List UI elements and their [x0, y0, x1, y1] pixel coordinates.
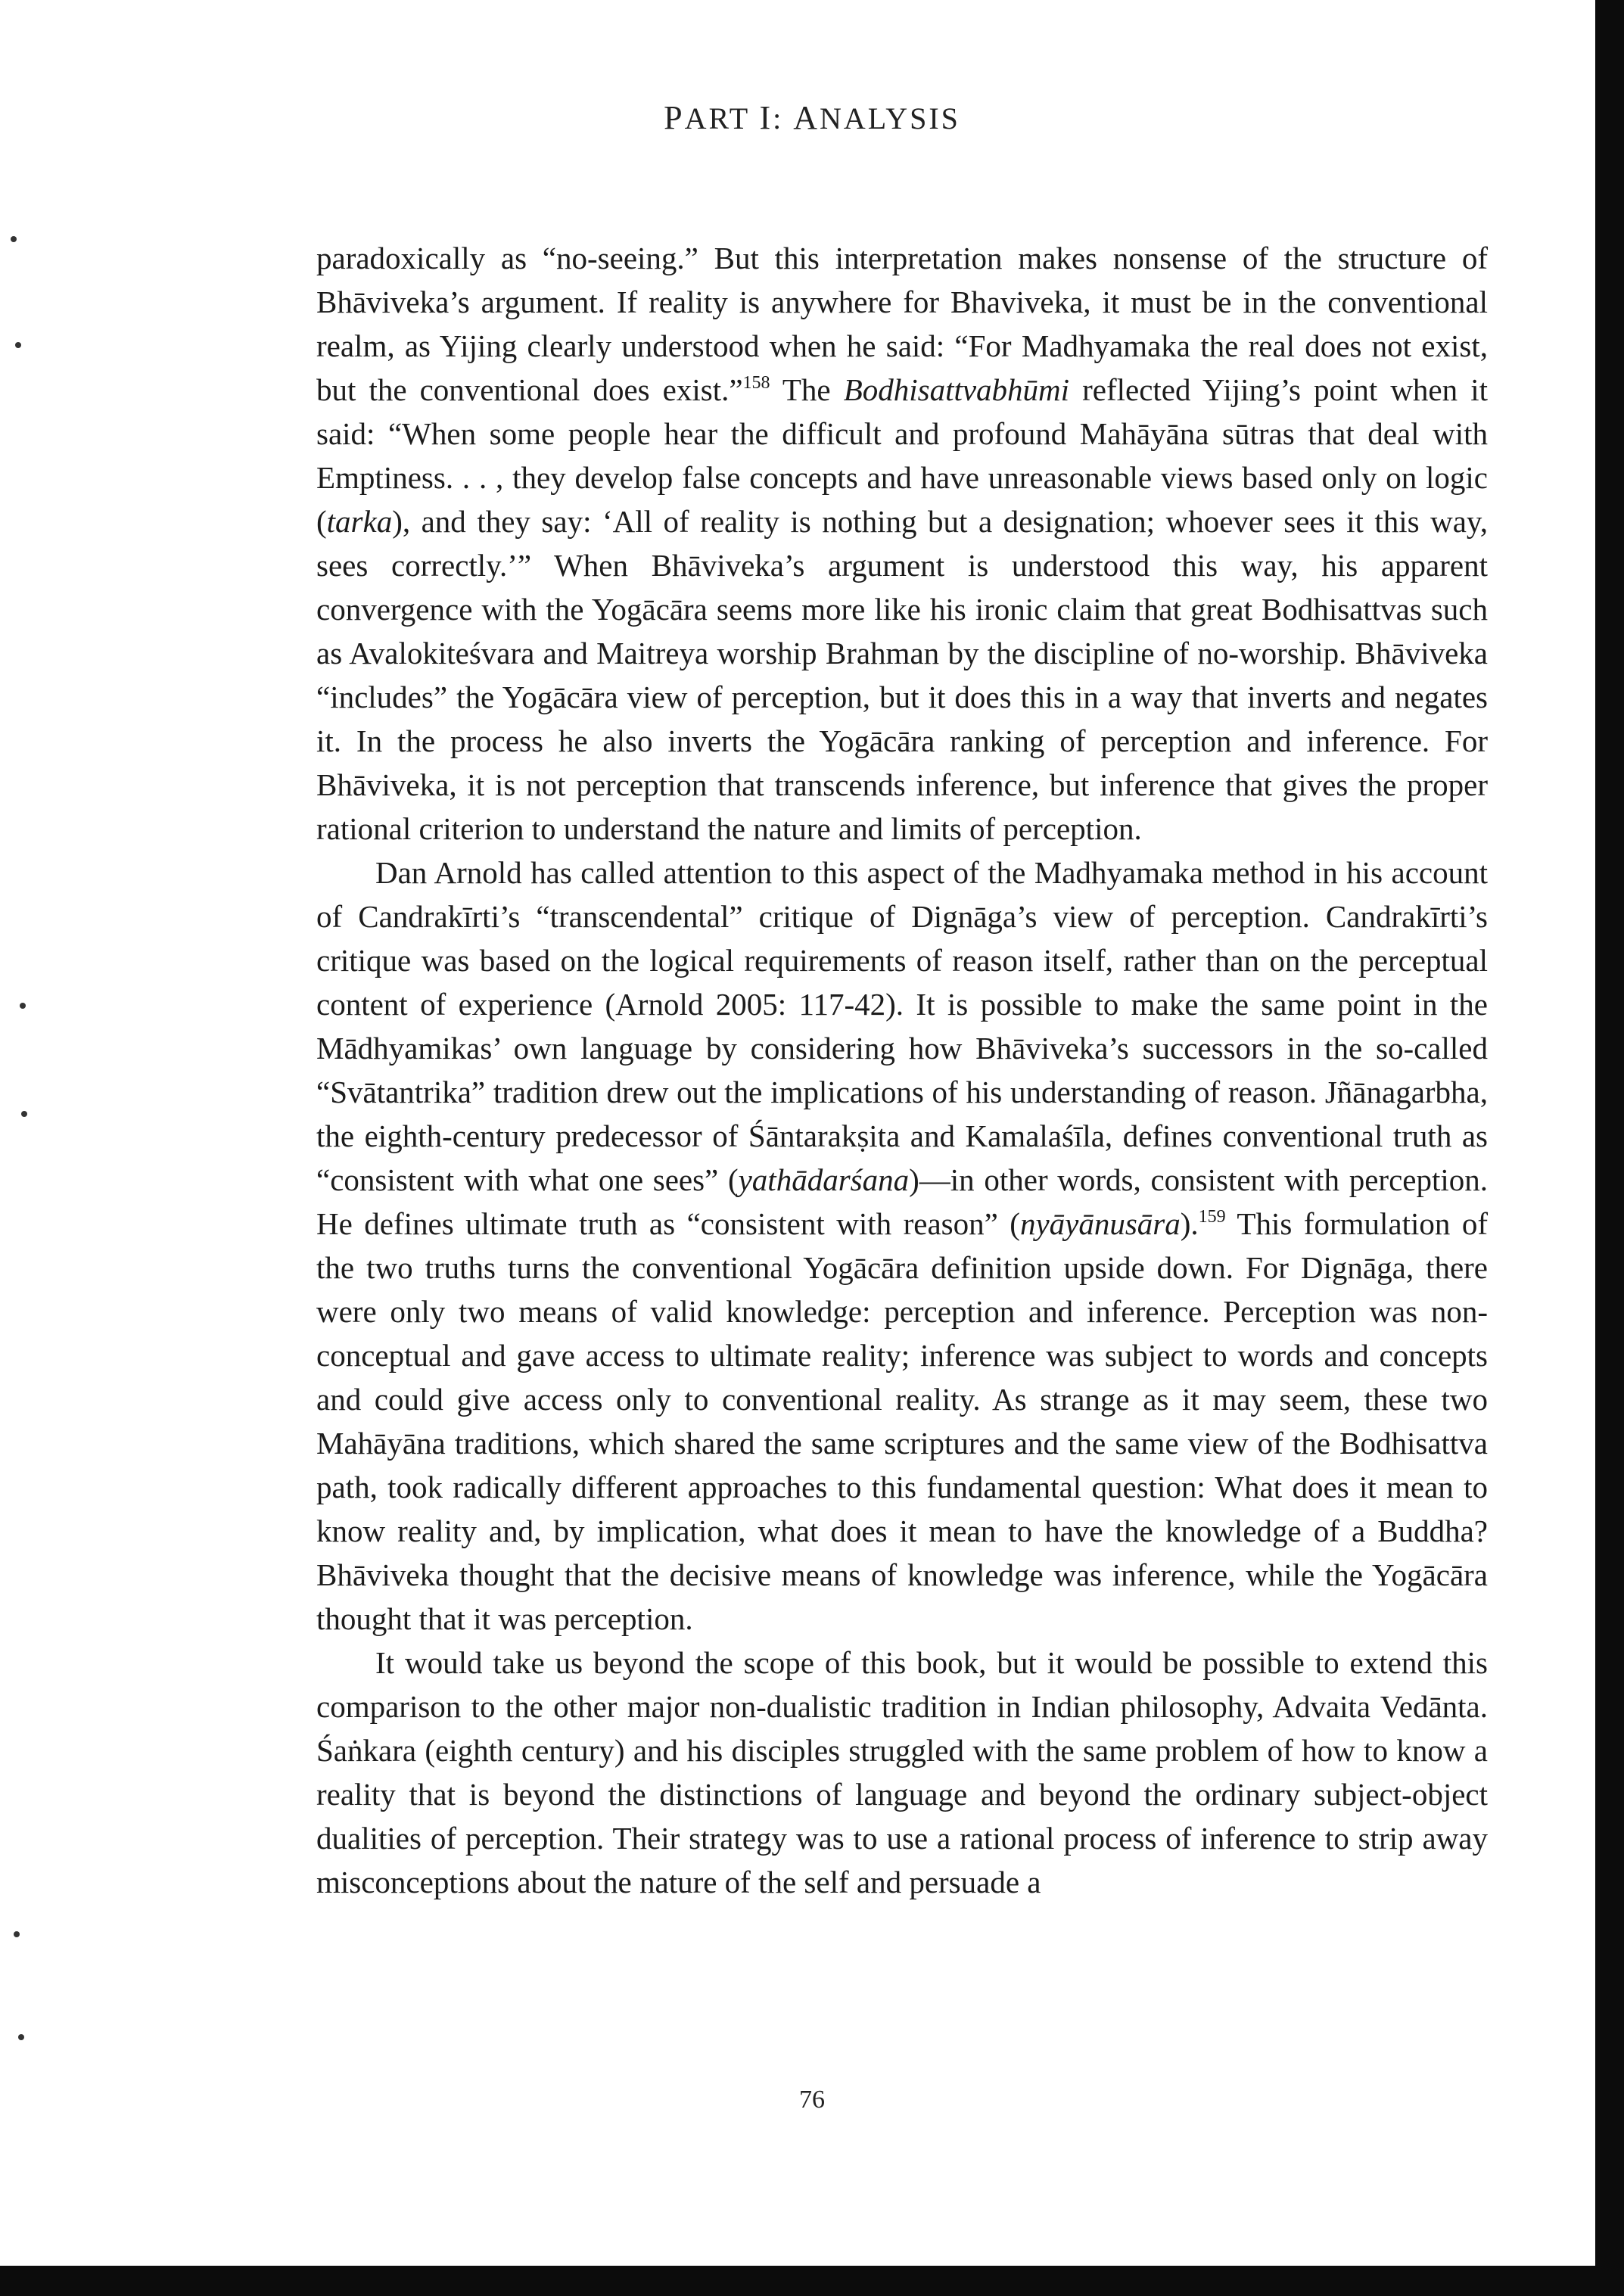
text-run: )—in other words, consistent with perception. He defines ultimate truth as “consistent with reason” (	[316, 1162, 1488, 1241]
body-paragraph	[316, 1641, 1488, 1904]
body-paragraph	[316, 851, 1488, 1641]
text-run: Dan Arnold has called attention to this aspect of the Madhyamaka method in his account of Candrakīrti’s “transcendental” critique of Dignāga’s view of perception. Candrakīrti’s critique was based on the logical requirements of reason itself, rather than on the perceptual content of experience (Arnold 2005: 117-42). It is possible to make the same point in the Mādhyamikas’ own language by considering how Bhāviveka’s successors in the so-called “Svātantrika” tradition drew out the implications of his understanding of reason. Jñānagarbha, the eighth-century predecessor of Śāntarakṣita and Kamalaśīla, defines conventional truth as “consistent with what one sees” (	[316, 855, 1488, 1197]
text-run: It would take us beyond the scope of this book, but it would be possible to extend this comparison to the other major non-dualistic tradition in Indian philosophy, Advaita Vedānta. Śaṅkara (eighth century) and his disciples struggled with the same problem of how to know a reality that is beyond the distinctions of language and beyond the ordinary subject-object dualities of perception. Their strategy was to use a rational process of inference to strip away misconceptions about the nature of the self and persuade a	[316, 1645, 1488, 1899]
italic-term: nyāyānusāra	[1019, 1206, 1181, 1241]
body-paragraph	[316, 236, 1488, 851]
text-run: paradoxically as “no-seeing.” But this interpretation makes nonsense of the structure of Bhāviveka’s argument. If reality is anywhere for Bhaviveka, it must be in the conventional realm, as Yijing clearly understood when he said: “For Madhyamaka the real does not exist, but the conventional does exist.”	[316, 241, 1488, 407]
page-number: 76	[799, 2086, 825, 2114]
scan-edge-bottom	[0, 2266, 1624, 2296]
margin-speck	[11, 236, 17, 242]
margin-speck	[21, 1111, 27, 1117]
margin-speck	[14, 1931, 20, 1937]
text-run: ), and they say: ‘All of reality is nothing but a designation; whoever sees it this way, sees correctly.’” When Bhāviveka’s argument is understood this way, his apparent convergence with the Yogācāra seems more like his ironic claim that great Bodhisattvas such as Avalokiteśvara and Maitreya worship Brahman by the discipline of no-worship. Bhāviveka “includes” the Yogācāra view of perception, but it does this in a way that inverts and negates it. In the process he also inverts the Yogācāra ranking of perception and inference. For Bhāviveka, it is not perception that transcends inference, but inference that gives the proper rational criterion to understand the nature and limits of perception.	[316, 504, 1488, 846]
margin-speck	[15, 342, 21, 348]
footnote-ref: 158	[742, 373, 770, 393]
text-run: reflected Yijing’s point when it said: “When some people hear the difficult and profound Mahāyāna sūtras that deal with Emptiness. . . , they develop false concepts and have unreasonable views based only on logic (	[316, 372, 1488, 539]
scan-edge-right	[1595, 0, 1624, 2296]
margin-speck	[20, 1003, 26, 1009]
page-body	[316, 236, 1488, 1904]
text-run: ).	[1180, 1206, 1199, 1241]
running-header	[0, 98, 1624, 137]
running-header-title: PART I: ANALYSIS	[664, 99, 960, 136]
text-run: The	[770, 372, 844, 407]
italic-term: yathādarśana	[738, 1162, 910, 1197]
text-run: This formulation of the two truths turns the conventional Yogācāra definition upside down. For Dignāga, there were only two means of valid knowledge: perception and inference. Perception was non-conceptual and gave access to ultimate reality; inference was subject to words and concepts and could give access only to conventional reality. As strange as it may seem, these two Mahāyāna traditions, which shared the same scriptures and the same view of the Bodhisattva path, took radically different approaches to this fundamental question: What does it mean to know reality and, by implication, what does it mean to have the knowledge of a Buddha? Bhāviveka thought that the decisive means of knowledge was inference, while the Yogācāra thought that it was perception.	[316, 1206, 1488, 1636]
margin-speck	[18, 2034, 24, 2040]
italic-term: Bodhisattvabhūmi	[843, 372, 1070, 407]
italic-term: tarka	[326, 504, 393, 539]
footnote-ref: 159	[1198, 1207, 1226, 1227]
